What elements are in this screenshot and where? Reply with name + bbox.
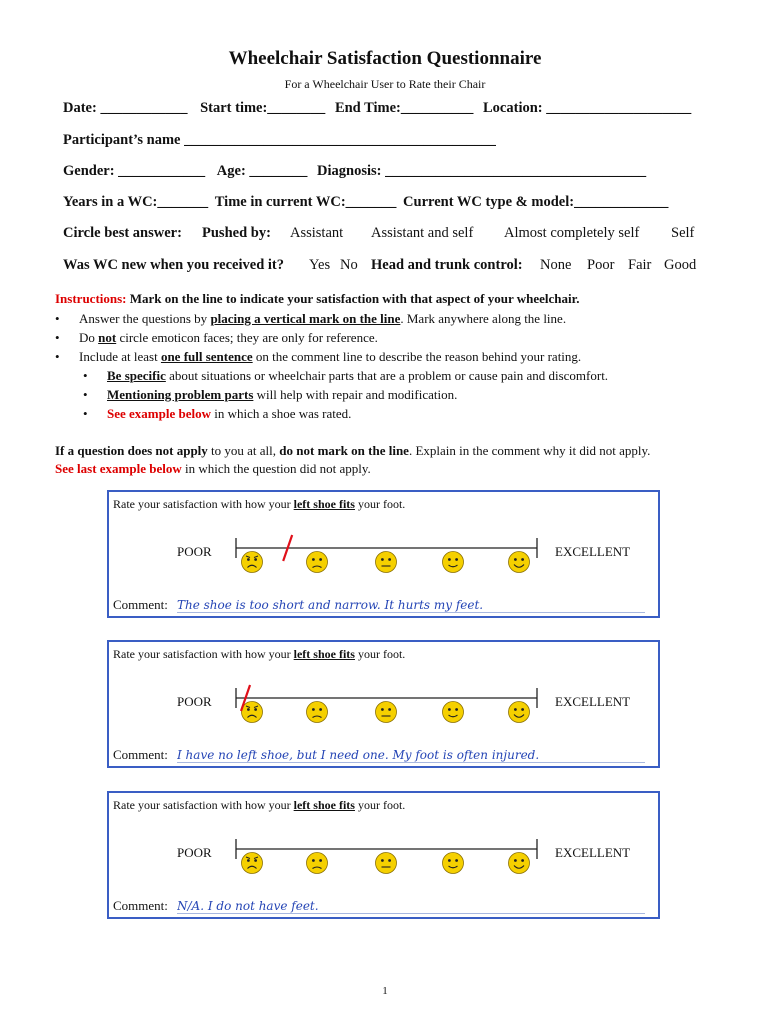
bullet-1: • Answer the questions by placing a vertical mark on the line. Mark anywhere along the line. (79, 311, 581, 330)
subbullet-3: • See example below in which a shoe was rated. (107, 406, 608, 425)
example-box-3 (107, 791, 660, 919)
example-box-1 (107, 490, 660, 618)
bullet-3: • Include at least one full sentence on the comment line to describe the reason behind your rating. (79, 349, 581, 368)
last-example-note: See last example below in which the question did not apply. (55, 461, 371, 476)
head-option-fair[interactable]: Fair (628, 257, 652, 273)
rating-scale[interactable] (109, 793, 662, 921)
pushed-option-self[interactable]: Self (671, 225, 695, 241)
head-option-none[interactable]: None (540, 257, 572, 273)
comment-label: Comment: (113, 747, 168, 762)
comment-field[interactable]: I have no left shoe, but I need one. My foot is often injured. (177, 748, 645, 763)
happy-face-icon (509, 853, 530, 874)
smile-face-icon (443, 853, 464, 874)
sad-face-icon (307, 552, 328, 573)
neutral-face-icon (376, 702, 397, 723)
header-row-1 (63, 100, 691, 117)
comment-field[interactable]: The shoe is too short and narrow. It hurts my feet. (177, 598, 645, 613)
poor-label: POOR (177, 845, 212, 860)
excellent-label: EXCELLENT (555, 694, 631, 709)
instructions-label: Instructions: (55, 291, 127, 306)
instructions-text: Mark on the line to indicate your satisfaction with that aspect of your wheelchair. (129, 291, 580, 306)
question-text: Rate your satisfaction with how your left shoe fits your foot. (113, 798, 406, 812)
bullet-2: • Do not circle emoticon faces; they are only for reference. (79, 330, 581, 349)
head-trunk-label: Head and trunk control: (371, 257, 523, 273)
pushed-option-assistant-and-self[interactable]: Assistant and self (371, 225, 474, 241)
head-option-poor[interactable]: Poor (587, 257, 615, 273)
sad-face-icon (307, 853, 328, 874)
circle-best-answer-label: Circle best answer: (63, 225, 182, 241)
header-row-4 (63, 194, 668, 211)
neutral-face-icon (376, 853, 397, 874)
subbullet-1: • Be specific about situations or wheelchair parts that are a problem or cause pain and discomfort. (107, 368, 608, 387)
page-title: Wheelchair Satisfaction Questionnaire (228, 48, 542, 69)
wc-new-label: Was WC new when you received it? (63, 257, 284, 273)
excellent-label: EXCELLENT (555, 544, 631, 559)
very-sad-face-icon (242, 853, 263, 874)
end-time-field[interactable]: End Time:__________ (334, 100, 474, 116)
comment-label: Comment: (113, 898, 168, 913)
pushed-option-assistant[interactable]: Assistant (290, 225, 344, 241)
header-row-3 (63, 163, 646, 180)
page-number: 1 (382, 985, 388, 997)
instruction-bullets (79, 311, 581, 368)
example-box-2 (107, 640, 660, 768)
rating-scale[interactable] (109, 492, 662, 620)
question-text: Rate your satisfaction with how your left shoe fits your foot. (113, 497, 406, 511)
wc-type-model-field[interactable]: Current WC type & model:_____________ (403, 194, 669, 210)
participant-field[interactable]: Participant’s name ___________________________________________ (63, 132, 496, 148)
neutral-face-icon (376, 552, 397, 573)
gender-field[interactable]: Gender: ____________ (63, 163, 206, 179)
pushed-option-almost-self[interactable]: Almost completely self (504, 225, 640, 241)
happy-face-icon (509, 702, 530, 723)
subbullet-2: • Mentioning problem parts will help with repair and modification. (107, 387, 608, 406)
wc-new-no[interactable]: No (340, 257, 358, 273)
not-apply-note: If a question does not apply to you at all, do not mark on the line. Explain in the comment why it did not apply. (55, 443, 651, 458)
location-field[interactable]: Location: ____________________ (483, 100, 692, 116)
very-sad-face-icon (242, 702, 263, 723)
question-text: Rate your satisfaction with how your left shoe fits your foot. (113, 647, 406, 661)
rating-scale[interactable] (109, 642, 662, 770)
excellent-label: EXCELLENT (555, 845, 631, 860)
comment-field[interactable]: N/A. I do not have feet. (177, 899, 645, 914)
page-subtitle: For a Wheelchair User to Rate their Chair (284, 77, 486, 91)
pushed-by-label: Pushed by: (202, 225, 271, 241)
date-field[interactable]: Date: ____________ (63, 100, 188, 116)
sad-face-icon (307, 702, 328, 723)
comment-label: Comment: (113, 597, 168, 612)
poor-label: POOR (177, 694, 212, 709)
smile-face-icon (443, 702, 464, 723)
smile-face-icon (443, 552, 464, 573)
time-in-current-wc-field[interactable]: Time in current WC:_______ (214, 194, 397, 210)
age-field[interactable]: Age: ________ (216, 163, 308, 179)
instructions-line (55, 291, 579, 307)
happy-face-icon (509, 552, 530, 573)
instruction-subbullets (107, 368, 608, 425)
diagnosis-field[interactable]: Diagnosis: ____________________________________ (317, 163, 647, 179)
very-sad-face-icon (242, 552, 263, 573)
wc-new-yes[interactable]: Yes (309, 257, 331, 273)
head-option-good[interactable]: Good (664, 257, 697, 273)
start-time-field[interactable]: Start time:________ (200, 100, 326, 116)
poor-label: POOR (177, 544, 212, 559)
years-in-wc-field[interactable]: Years in a WC:_______ (63, 194, 209, 210)
